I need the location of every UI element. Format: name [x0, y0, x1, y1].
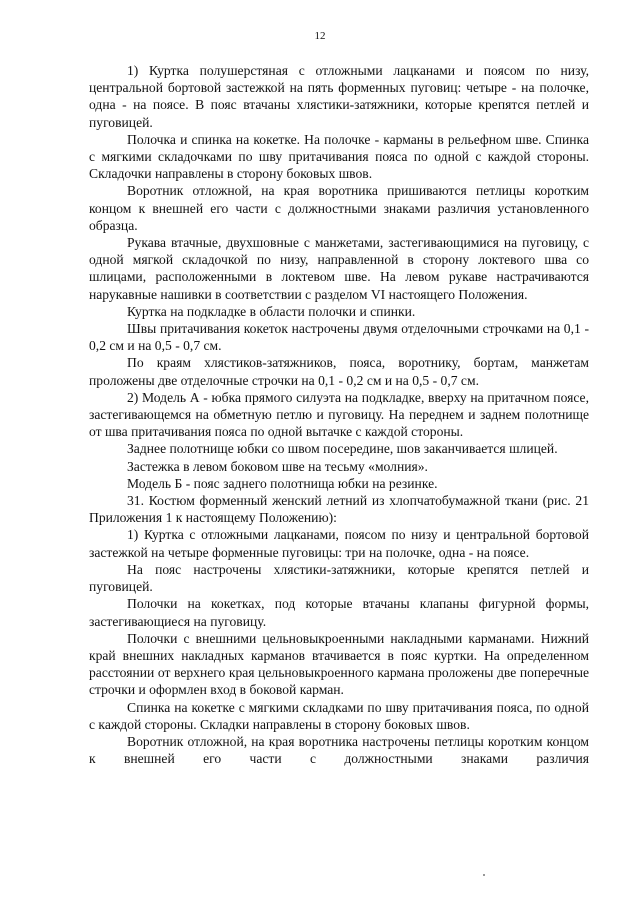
- paragraph-17: Спинка на кокетке с мягкими складками по шву притачивания пояса, по одной с каждой стороны. Складки направлены в сторону боковых швов.: [89, 699, 589, 732]
- paragraph-10: Застежка в левом боковом шве на тесьму «молния».: [127, 458, 428, 474]
- paragraph-8: 2) Модель А - юбка прямого силуэта на подкладке, вверху на притачном поясе, застегивающемся на обметную петлю и пуговицу. На переднем и заднем полотнище от шва притачивания пояса по одной вытачке с каждой стороны.: [89, 389, 589, 440]
- paragraph-16: Полочки с внешними цельновыкроенными накладными карманами. Нижний край внешних накладных карманов втачивается в пояс куртки. На определенном расстоянии от верхнего края цельновыкроенного кармана проложены две поперечные строчки и оформлен вход в боковой карман.: [89, 630, 589, 698]
- document-body: [89, 62, 589, 767]
- paragraph-2: Полочка и спинка на кокетке. На полочке - карманы в рельефном шве. Спинка с мягкими складочками по шву притачивания пояса по одной с каждой стороны. Складочки направлены в сторону боковых швов.: [89, 131, 589, 182]
- paragraph-1: 1) Куртка полушерстяная с отложными лацканами и поясом по низу, центральной бортовой застежкой на пять форменных пуговиц: четыре - на полочке, одна - на поясе. В пояс втачаны хлястики-затяжники, которые крепятся петлей и пуговицей.: [89, 63, 589, 130]
- paragraph-18: Воротник отложной, на края воротника настрочены петлицы коротким концом к внешней его части с должностными знаками различия: [89, 733, 589, 767]
- paragraph-15: Полочки на кокетках, под которые втачаны клапаны фигурной формы, застегивающиеся на пуговицу.: [89, 596, 589, 629]
- paragraph-11: Модель Б - пояс заднего полотнища юбки на резинке.: [127, 475, 438, 491]
- paragraph-6: Швы притачивания кокеток настрочены двумя отделочными строчками на 0,1 - 0,2 см и на 0,5 - 0,7 см.: [89, 321, 589, 354]
- paragraph-3: Воротник отложной, на края воротника пришиваются петлицы коротким концом к внешней его части с должностными знаками различия установленного образца.: [89, 183, 589, 233]
- paragraph-5: Куртка на подкладке в области полочки и спинки.: [127, 303, 416, 319]
- page-number: 12: [314, 30, 326, 42]
- paragraph-9: Заднее полотнище юбки со швом посередине, шов заканчивается шлицей.: [127, 441, 558, 457]
- paragraph-14: На пояс настрочены хлястики-затяжники, которые крепятся петлей и пуговицей.: [89, 561, 589, 595]
- paragraph-4: Рукава втачные, двухшовные с манжетами, застегивающимися на пуговицу, с одной мягкой складочкой по низу, направленной в сторону локтевого шва со шлицами, расположенными в локтевом шве. На левом рукаве настрачиваются нарукавные нашивки в соответствии с разделом VI настоящего Положения.: [89, 235, 589, 302]
- paragraph-7: По краям хлястиков-затяжников, пояса, воротнику, бортам, манжетам проложены две отделочные строчки на 0,1 - 0,2 см и на 0,5 - 0,7 см.: [89, 355, 589, 388]
- scan-speck: [483, 874, 485, 876]
- paragraph-13: 1) Куртка с отложными лацканами, поясом по низу и центральной бортовой застежкой на четыре форменные пуговицы: три на полочке, одна - на поясе.: [89, 527, 589, 560]
- paragraph-12: 31. Костюм форменный женский летний из хлопчатобумажной ткани (рис. 21 Приложения 1 к настоящему Положению):: [89, 493, 589, 526]
